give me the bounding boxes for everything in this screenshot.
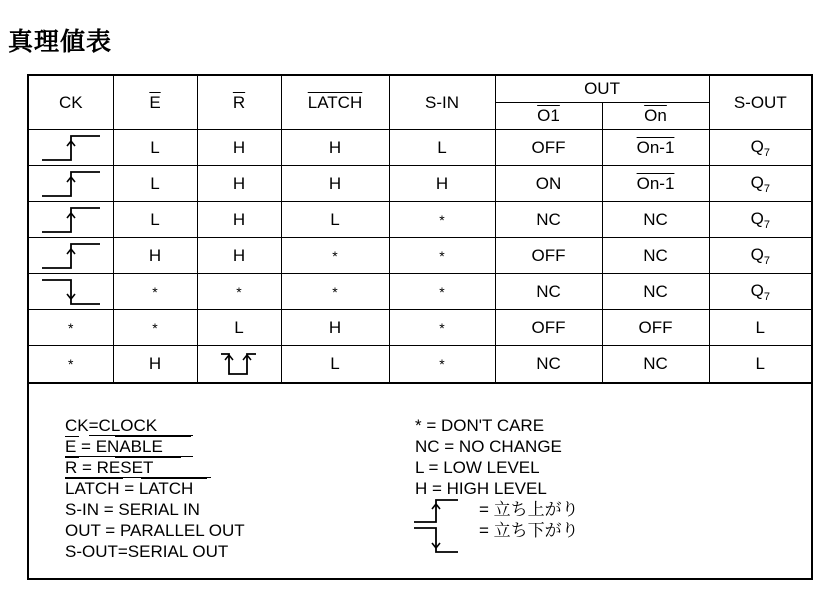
header-sin: S-IN (389, 76, 495, 130)
header-o1: O1 (495, 103, 602, 130)
header-ck: CK (29, 76, 113, 130)
cell-r: H (197, 238, 281, 274)
cell-sin: * (389, 274, 495, 310)
cell-r: H (197, 166, 281, 202)
cell-sin: H (389, 166, 495, 202)
cell-e: L (113, 202, 197, 238)
cell-on: OFF (602, 310, 709, 346)
cell-latch: L (281, 202, 389, 238)
legend (29, 416, 811, 578)
rising-edge-icon (41, 241, 101, 271)
cell-sin: * (389, 310, 495, 346)
low-pulse-icon (220, 351, 258, 377)
legend-overline (65, 478, 123, 479)
legend-low-level: L = LOW LEVEL (415, 458, 540, 477)
cell-ck (29, 202, 113, 238)
cell-o1: NC (495, 346, 602, 384)
cell-e: L (113, 166, 197, 202)
legend-r: R = RESET (65, 458, 154, 477)
cell-on: On-1 (602, 166, 709, 202)
legend-no-change: NC = NO CHANGE (415, 437, 562, 456)
cell-on: NC (602, 202, 709, 238)
cell-on: NC (602, 238, 709, 274)
cell-on: NC (602, 346, 709, 384)
cell-sout: $Q_7$ (709, 130, 811, 166)
legend-overline (115, 457, 181, 458)
cell-r: L (197, 310, 281, 346)
table-row (29, 130, 811, 166)
legend-overline (115, 436, 191, 437)
header-out: OUT (495, 76, 709, 103)
legend-dont-care: * = DON'T CARE (415, 416, 545, 435)
header-r: $\overline{R}$ (197, 76, 281, 130)
table-row (29, 202, 811, 238)
cell-o1: OFF (495, 130, 602, 166)
falling-edge-icon (41, 277, 101, 307)
cell-ck (29, 274, 113, 310)
legend-ck: CK=CLOCK (65, 416, 158, 435)
legend-latch: LATCH = LATCH (65, 479, 194, 498)
cell-r (197, 346, 281, 384)
cell-e: * (113, 310, 197, 346)
legend-high-level: H = HIGH LEVEL (415, 479, 547, 498)
cell-latch: H (281, 130, 389, 166)
cell-sin: * (389, 202, 495, 238)
legend-sin: S-IN = SERIAL IN (65, 500, 200, 519)
cell-sin: L (389, 130, 495, 166)
rising-edge-icon (41, 133, 101, 163)
cell-o1: ON (495, 166, 602, 202)
legend-rising-edge: = 立ち上がり (479, 500, 579, 519)
cell-o1: NC (495, 274, 602, 310)
legend-out: OUT = PARALLEL OUT (65, 521, 245, 540)
rising-edge-icon (41, 169, 101, 199)
page-title: 真理値表 (8, 27, 113, 56)
legend-e: E = ENABLE (65, 437, 163, 456)
legend-overline (65, 457, 79, 458)
header-e: $\overline{E}$ (113, 76, 197, 130)
cell-ck (29, 130, 113, 166)
cell-latch: * (281, 238, 389, 274)
cell-sout: $Q_7$ (709, 202, 811, 238)
cell-sout: L (709, 346, 811, 384)
cell-r: H (197, 202, 281, 238)
cell-ck (29, 238, 113, 274)
rising-edge-icon (41, 205, 101, 235)
cell-e: H (113, 346, 197, 384)
cell-sout: $Q_7$ (709, 238, 811, 274)
cell-on: On-1 (602, 130, 709, 166)
cell-o1: OFF (495, 238, 602, 274)
cell-ck (29, 166, 113, 202)
cell-r: H (197, 130, 281, 166)
legend-overline (65, 436, 79, 437)
cell-latch: H (281, 310, 389, 346)
cell-e: * (113, 274, 197, 310)
truth-table (29, 76, 811, 384)
header-latch: LATCH (281, 76, 389, 130)
cell-o1: OFF (495, 310, 602, 346)
truth-table-frame (27, 74, 813, 580)
cell-e: L (113, 130, 197, 166)
table-row (29, 310, 811, 346)
cell-latch: * (281, 274, 389, 310)
cell-sout: $Q_7$ (709, 166, 811, 202)
cell-e: H (113, 238, 197, 274)
legend-overline (141, 478, 207, 479)
table-row (29, 346, 811, 384)
cell-sin: * (389, 238, 495, 274)
cell-latch: L (281, 346, 389, 384)
cell-o1: NC (495, 202, 602, 238)
cell-ck: * (29, 310, 113, 346)
table-row (29, 166, 811, 202)
rising-falling-edge-icon (412, 496, 464, 554)
header-on: $\overline{On}$ (602, 103, 709, 130)
cell-sout: $Q_7$ (709, 274, 811, 310)
cell-r: * (197, 274, 281, 310)
cell-sout: L (709, 310, 811, 346)
cell-ck: * (29, 346, 113, 384)
cell-latch: H (281, 166, 389, 202)
cell-on: NC (602, 274, 709, 310)
table-row (29, 238, 811, 274)
header-sout: S-OUT (709, 76, 811, 130)
legend-sout: S-OUT=SERIAL OUT (65, 542, 229, 561)
legend-falling-edge: = 立ち下がり (479, 521, 579, 540)
table-row (29, 274, 811, 310)
cell-sin: * (389, 346, 495, 384)
